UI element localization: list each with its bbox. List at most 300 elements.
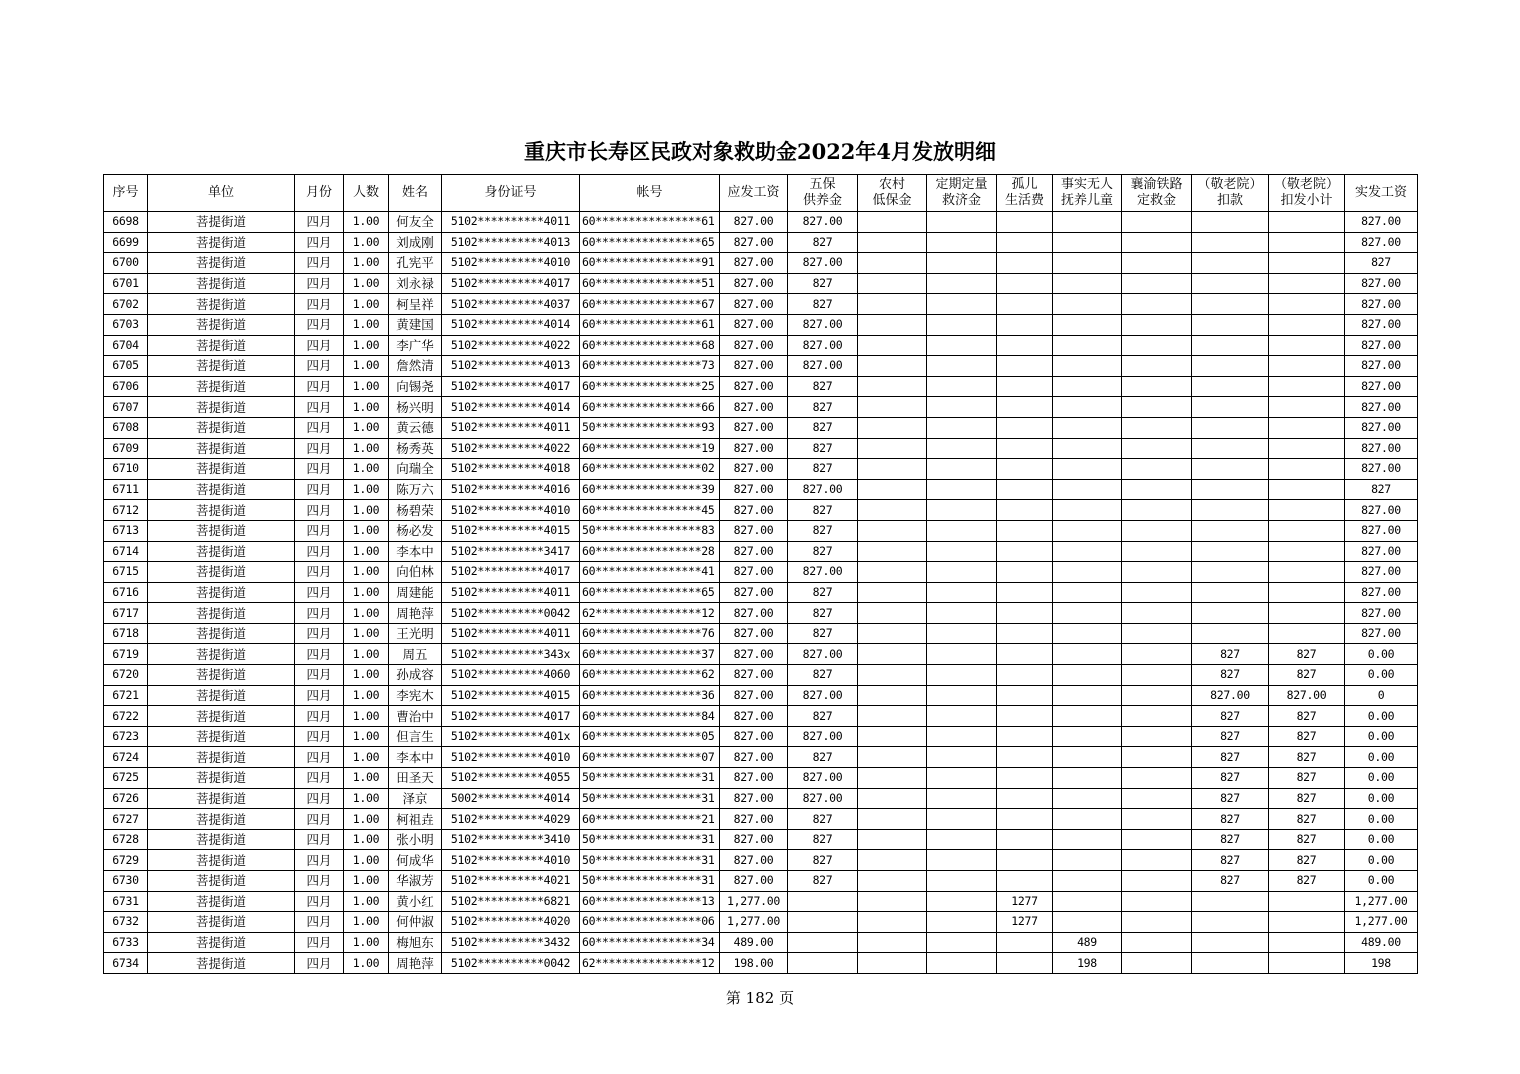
- table-cell: [788, 953, 858, 974]
- table-row: [104, 768, 1418, 789]
- table-cell: 6727: [104, 809, 148, 830]
- table-cell: [858, 685, 927, 706]
- table-cell: [1192, 356, 1269, 377]
- table-cell: 5102**********4017: [442, 706, 580, 727]
- table-cell: [858, 417, 927, 438]
- table-cell: [927, 417, 997, 438]
- table-row: [104, 582, 1418, 603]
- table-cell: 827.00: [788, 356, 858, 377]
- table-cell: 1.00: [344, 788, 389, 809]
- disbursement-table: [103, 174, 1418, 974]
- table-cell: 827: [788, 500, 858, 521]
- table-cell: 6715: [104, 562, 148, 583]
- table-cell: 菩提街道: [148, 232, 295, 253]
- table-cell: [1122, 850, 1192, 871]
- table-cell: [1192, 232, 1269, 253]
- table-cell: 827.00: [720, 541, 788, 562]
- table-cell: [858, 273, 927, 294]
- table-cell: 0.00: [1345, 706, 1418, 727]
- table-cell: 827.00: [720, 253, 788, 274]
- table-cell: 四月: [295, 479, 344, 500]
- table-cell: [858, 232, 927, 253]
- table-cell: 1.00: [344, 871, 389, 892]
- table-cell: 1,277.00: [720, 891, 788, 912]
- table-cell: [1122, 541, 1192, 562]
- table-cell: 827.00: [720, 212, 788, 233]
- table-cell: [1122, 891, 1192, 912]
- table-cell: 60****************62: [580, 665, 720, 686]
- table-cell: 827: [1345, 253, 1418, 274]
- table-cell: 6703: [104, 314, 148, 335]
- table-cell: [997, 932, 1053, 953]
- table-cell: 827.00: [788, 726, 858, 747]
- table-cell: [858, 212, 927, 233]
- table-cell: 菩提街道: [148, 459, 295, 480]
- table-cell: 827: [1269, 706, 1345, 727]
- table-cell: 四月: [295, 562, 344, 583]
- table-cell: [997, 562, 1053, 583]
- table-cell: 黄小红: [389, 891, 442, 912]
- table-cell: 四月: [295, 459, 344, 480]
- table-cell: [1122, 314, 1192, 335]
- table-cell: [858, 932, 927, 953]
- table-cell: 5102**********4010: [442, 253, 580, 274]
- table-cell: 5102**********4013: [442, 356, 580, 377]
- table-cell: [997, 232, 1053, 253]
- table-cell: [1269, 232, 1345, 253]
- column-header: 应发工资: [720, 175, 788, 212]
- table-cell: 6728: [104, 829, 148, 850]
- table-cell: 827: [788, 232, 858, 253]
- table-cell: 827.00: [1345, 562, 1418, 583]
- table-cell: 827.00: [720, 335, 788, 356]
- table-cell: 5102**********4011: [442, 623, 580, 644]
- table-cell: 50****************83: [580, 520, 720, 541]
- table-cell: [1122, 644, 1192, 665]
- table-cell: 菩提街道: [148, 644, 295, 665]
- table-cell: 827.00: [1345, 212, 1418, 233]
- table-cell: 曹治中: [389, 706, 442, 727]
- table-cell: [858, 726, 927, 747]
- table-cell: [1269, 562, 1345, 583]
- table-cell: 827.00: [1345, 438, 1418, 459]
- table-cell: [1053, 726, 1122, 747]
- table-cell: 198: [1053, 953, 1122, 974]
- page-number: 第 182 页: [725, 989, 795, 1007]
- table-cell: [997, 397, 1053, 418]
- table-cell: [997, 479, 1053, 500]
- table-cell: [1053, 294, 1122, 315]
- table-cell: [858, 768, 927, 789]
- table-cell: [1053, 438, 1122, 459]
- table-cell: [1269, 603, 1345, 624]
- table-cell: 1.00: [344, 438, 389, 459]
- table-cell: [788, 891, 858, 912]
- table-cell: 5102**********4037: [442, 294, 580, 315]
- table-cell: [1053, 829, 1122, 850]
- table-cell: [997, 871, 1053, 892]
- table-cell: [1122, 623, 1192, 644]
- table-cell: [1053, 747, 1122, 768]
- table-cell: [1269, 397, 1345, 418]
- table-cell: [1122, 232, 1192, 253]
- table-cell: [1122, 273, 1192, 294]
- table-cell: 菩提街道: [148, 932, 295, 953]
- table-cell: [1192, 603, 1269, 624]
- table-cell: [1053, 500, 1122, 521]
- table-cell: 菩提街道: [148, 582, 295, 603]
- table-cell: 四月: [295, 603, 344, 624]
- table-cell: 泽京: [389, 788, 442, 809]
- table-row: [104, 644, 1418, 665]
- table-cell: [1053, 850, 1122, 871]
- table-cell: [1053, 417, 1122, 438]
- table-cell: 827: [1192, 871, 1269, 892]
- table-cell: 6701: [104, 273, 148, 294]
- table-cell: [997, 500, 1053, 521]
- table-cell: [1192, 623, 1269, 644]
- table-cell: 60****************02: [580, 459, 720, 480]
- table-cell: [1122, 665, 1192, 686]
- table-cell: 6726: [104, 788, 148, 809]
- column-header: 五保 供养金: [788, 175, 858, 212]
- table-cell: 菩提街道: [148, 871, 295, 892]
- table-cell: 827.00: [720, 500, 788, 521]
- table-cell: [858, 891, 927, 912]
- table-cell: 827.00: [788, 314, 858, 335]
- table-cell: [927, 520, 997, 541]
- table-cell: [997, 438, 1053, 459]
- table-cell: 何友全: [389, 212, 442, 233]
- table-cell: 827.00: [720, 747, 788, 768]
- table-row: [104, 253, 1418, 274]
- table-cell: [858, 747, 927, 768]
- table-cell: 1.00: [344, 665, 389, 686]
- table-cell: [927, 562, 997, 583]
- table-cell: [1269, 253, 1345, 274]
- table-cell: 489.00: [720, 932, 788, 953]
- table-cell: 6713: [104, 520, 148, 541]
- table-cell: 827: [1192, 665, 1269, 686]
- table-cell: [1053, 459, 1122, 480]
- table-cell: [1269, 417, 1345, 438]
- table-cell: 四月: [295, 376, 344, 397]
- table-cell: 0.00: [1345, 871, 1418, 892]
- table-cell: 60****************67: [580, 294, 720, 315]
- table-cell: 827: [1269, 871, 1345, 892]
- table-cell: 6717: [104, 603, 148, 624]
- table-cell: 827.00: [720, 644, 788, 665]
- table-row: [104, 294, 1418, 315]
- table-cell: 四月: [295, 500, 344, 521]
- table-cell: [927, 953, 997, 974]
- table-cell: 四月: [295, 438, 344, 459]
- table-cell: 5102**********4055: [442, 768, 580, 789]
- table-cell: 1.00: [344, 953, 389, 974]
- table-cell: 827.00: [788, 788, 858, 809]
- table-cell: 827.00: [720, 562, 788, 583]
- table-cell: 60****************34: [580, 932, 720, 953]
- table-cell: 王光明: [389, 623, 442, 644]
- table-cell: 1.00: [344, 912, 389, 933]
- table-cell: 827: [788, 397, 858, 418]
- table-cell: [1192, 459, 1269, 480]
- table-cell: [997, 253, 1053, 274]
- table-cell: 0.00: [1345, 665, 1418, 686]
- table-cell: 827: [788, 582, 858, 603]
- table-cell: [997, 314, 1053, 335]
- column-header: 单位: [148, 175, 295, 212]
- table-cell: 四月: [295, 253, 344, 274]
- table-cell: 60****************65: [580, 232, 720, 253]
- table-cell: [1053, 644, 1122, 665]
- table-cell: 827: [1192, 829, 1269, 850]
- table-cell: [1053, 562, 1122, 583]
- table-cell: 827.00: [1345, 356, 1418, 377]
- table-cell: [858, 253, 927, 274]
- column-header: 事实无人 抚养儿童: [1053, 175, 1122, 212]
- table-row: [104, 871, 1418, 892]
- table-cell: 827.00: [720, 809, 788, 830]
- column-header: 月份: [295, 175, 344, 212]
- table-cell: 5002**********4014: [442, 788, 580, 809]
- table-row: [104, 314, 1418, 335]
- table-cell: 827: [1192, 809, 1269, 830]
- table-cell: [858, 294, 927, 315]
- table-row: [104, 685, 1418, 706]
- table-cell: [1053, 665, 1122, 686]
- table-cell: [1053, 768, 1122, 789]
- table-cell: 827.00: [720, 232, 788, 253]
- table-cell: 菩提街道: [148, 479, 295, 500]
- table-cell: 50****************31: [580, 768, 720, 789]
- table-cell: 5102**********4029: [442, 809, 580, 830]
- table-cell: 60****************84: [580, 706, 720, 727]
- table-cell: [927, 232, 997, 253]
- table-cell: 1.00: [344, 273, 389, 294]
- table-cell: 1,277.00: [1345, 912, 1418, 933]
- table-cell: [997, 356, 1053, 377]
- table-cell: [858, 706, 927, 727]
- table-cell: 60****************13: [580, 891, 720, 912]
- table-cell: [858, 541, 927, 562]
- table-cell: 50****************31: [580, 788, 720, 809]
- table-cell: 菩提街道: [148, 726, 295, 747]
- table-cell: 四月: [295, 417, 344, 438]
- table-cell: 827: [788, 747, 858, 768]
- table-cell: 柯祖垚: [389, 809, 442, 830]
- table-cell: 5102**********4022: [442, 335, 580, 356]
- table-cell: [1053, 376, 1122, 397]
- table-cell: 827.00: [1345, 314, 1418, 335]
- table-cell: [1192, 541, 1269, 562]
- table-cell: 827: [788, 850, 858, 871]
- table-cell: [1269, 912, 1345, 933]
- table-cell: 1.00: [344, 314, 389, 335]
- table-cell: 四月: [295, 397, 344, 418]
- table-cell: 60****************21: [580, 809, 720, 830]
- table-cell: 0: [1345, 685, 1418, 706]
- table-cell: 5102**********4060: [442, 665, 580, 686]
- table-cell: [927, 747, 997, 768]
- table-cell: [1053, 603, 1122, 624]
- table-row: [104, 665, 1418, 686]
- table-cell: 827: [788, 438, 858, 459]
- table-row: [104, 500, 1418, 521]
- table-cell: [1053, 788, 1122, 809]
- table-cell: 6708: [104, 417, 148, 438]
- table-cell: 四月: [295, 747, 344, 768]
- table-cell: 四月: [295, 294, 344, 315]
- table-cell: 1.00: [344, 603, 389, 624]
- table-cell: [1122, 294, 1192, 315]
- table-cell: [1192, 582, 1269, 603]
- table-cell: [1122, 953, 1192, 974]
- table-cell: [997, 623, 1053, 644]
- table-cell: 6723: [104, 726, 148, 747]
- table-cell: 60****************05: [580, 726, 720, 747]
- table-cell: 5102**********4015: [442, 520, 580, 541]
- table-cell: [997, 541, 1053, 562]
- table-cell: 60****************61: [580, 212, 720, 233]
- table-cell: 827.00: [720, 706, 788, 727]
- table-cell: [1053, 314, 1122, 335]
- table-cell: 四月: [295, 850, 344, 871]
- table-row: [104, 788, 1418, 809]
- table-row: [104, 335, 1418, 356]
- table-cell: 四月: [295, 932, 344, 953]
- table-row: [104, 520, 1418, 541]
- table-cell: 827.00: [1345, 273, 1418, 294]
- table-cell: 向伯林: [389, 562, 442, 583]
- table-cell: 60****************41: [580, 562, 720, 583]
- table-cell: [927, 706, 997, 727]
- table-row: [104, 562, 1418, 583]
- table-cell: 827: [788, 623, 858, 644]
- table-cell: 菩提街道: [148, 788, 295, 809]
- table-cell: [927, 459, 997, 480]
- table-cell: 5102**********4013: [442, 232, 580, 253]
- table-cell: 827: [788, 706, 858, 727]
- table-row: [104, 706, 1418, 727]
- table-cell: [858, 459, 927, 480]
- table-cell: 6714: [104, 541, 148, 562]
- table-cell: 827.00: [720, 685, 788, 706]
- table-cell: 5102**********3432: [442, 932, 580, 953]
- table-cell: [788, 912, 858, 933]
- table-cell: [927, 891, 997, 912]
- table-cell: 827.00: [720, 829, 788, 850]
- table-cell: 827.00: [1345, 232, 1418, 253]
- table-cell: 菩提街道: [148, 685, 295, 706]
- table-cell: [1122, 726, 1192, 747]
- table-cell: 0.00: [1345, 788, 1418, 809]
- table-cell: 四月: [295, 623, 344, 644]
- table-cell: 1.00: [344, 747, 389, 768]
- table-cell: 827: [788, 665, 858, 686]
- table-cell: [997, 376, 1053, 397]
- table-cell: 6719: [104, 644, 148, 665]
- table-cell: [997, 747, 1053, 768]
- table-cell: 1.00: [344, 376, 389, 397]
- table-cell: 菩提街道: [148, 891, 295, 912]
- table-cell: 489: [1053, 932, 1122, 953]
- table-cell: [1269, 479, 1345, 500]
- table-cell: 827.00: [1345, 541, 1418, 562]
- table-cell: [927, 665, 997, 686]
- table-cell: 菩提街道: [148, 829, 295, 850]
- table-cell: [1053, 912, 1122, 933]
- table-cell: 50****************31: [580, 871, 720, 892]
- table-cell: 四月: [295, 706, 344, 727]
- table-cell: [858, 582, 927, 603]
- table-cell: [788, 932, 858, 953]
- table-cell: 杨碧荣: [389, 500, 442, 521]
- table-cell: [927, 273, 997, 294]
- table-cell: 杨必发: [389, 520, 442, 541]
- table-cell: 菩提街道: [148, 809, 295, 830]
- table-cell: 827.00: [1192, 685, 1269, 706]
- table-cell: 四月: [295, 809, 344, 830]
- table-cell: 827.00: [720, 479, 788, 500]
- table-cell: 刘永禄: [389, 273, 442, 294]
- table-cell: [1122, 562, 1192, 583]
- table-cell: 6730: [104, 871, 148, 892]
- table-cell: [1192, 891, 1269, 912]
- table-cell: 5102**********4017: [442, 376, 580, 397]
- table-cell: 李广华: [389, 335, 442, 356]
- table-cell: 5102**********4016: [442, 479, 580, 500]
- table-cell: [927, 253, 997, 274]
- table-cell: 827.00: [720, 520, 788, 541]
- table-cell: [997, 829, 1053, 850]
- table-cell: 827: [1269, 809, 1345, 830]
- table-cell: 周艳萍: [389, 603, 442, 624]
- table-cell: 6698: [104, 212, 148, 233]
- table-cell: 1.00: [344, 932, 389, 953]
- table-cell: [858, 376, 927, 397]
- table-cell: 菩提街道: [148, 500, 295, 521]
- table-cell: 四月: [295, 644, 344, 665]
- table-cell: 827: [1269, 747, 1345, 768]
- table-cell: [1192, 912, 1269, 933]
- table-cell: 四月: [295, 871, 344, 892]
- table-cell: [997, 768, 1053, 789]
- table-cell: 60****************39: [580, 479, 720, 500]
- table-cell: 菩提街道: [148, 953, 295, 974]
- table-cell: [1269, 335, 1345, 356]
- table-cell: 827.00: [1345, 520, 1418, 541]
- table-cell: [1053, 871, 1122, 892]
- table-cell: 6702: [104, 294, 148, 315]
- table-cell: 菩提街道: [148, 541, 295, 562]
- table-cell: 李本中: [389, 541, 442, 562]
- column-header: 孤儿 生活费: [997, 175, 1053, 212]
- table-cell: [1122, 912, 1192, 933]
- table-cell: [1269, 932, 1345, 953]
- table-cell: [1269, 314, 1345, 335]
- table-cell: 827.00: [1345, 623, 1418, 644]
- table-row: [104, 891, 1418, 912]
- table-cell: 0.00: [1345, 644, 1418, 665]
- table-cell: [858, 479, 927, 500]
- table-cell: [1192, 253, 1269, 274]
- table-cell: 827: [788, 829, 858, 850]
- table-cell: 5102**********4011: [442, 582, 580, 603]
- table-row: [104, 623, 1418, 644]
- table-cell: 60****************36: [580, 685, 720, 706]
- table-cell: [1192, 376, 1269, 397]
